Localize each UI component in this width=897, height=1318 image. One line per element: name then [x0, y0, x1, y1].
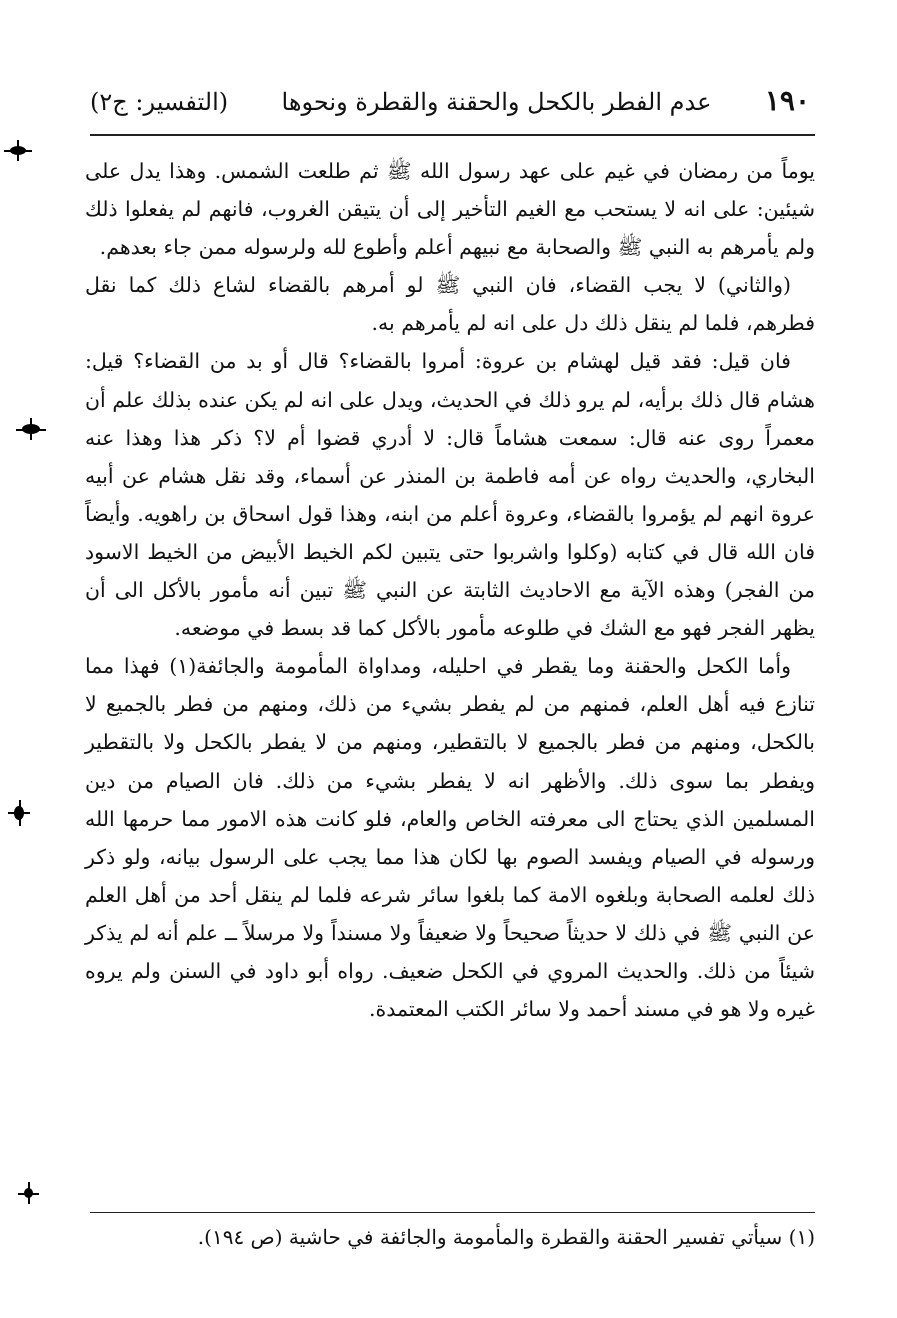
ink-smudge	[10, 146, 26, 155]
ink-smudge	[14, 806, 24, 820]
ink-smudge	[24, 1188, 33, 1198]
ink-smudge	[22, 424, 40, 434]
paragraph: (والثاني) لا يجب القضاء، فان النبي ﷺ لو أمرهم بالقضاء لشاع ذلك كما نقل فطرهم، فلما لم ينقل ذلك دل على انه لم يأمرهم به.	[85, 273, 815, 336]
footnote-rule	[90, 1212, 815, 1213]
paragraph: فان قيل: فقد قيل لهشام بن عروة: أمروا بالقضاء؟ قال أو بد من القضاء؟ قيل: هشام قال ذلك برأيه، لم يرو ذلك في الحديث، ويدل على انه لم يكن عنده بذلك علم أن معمراً روى عنه قال: سمعت هشاماً قال: لا أدري قضوا أم لا؟ ذكر هذا وهذا عنه البخاري، والحديث رواه عن أمه فاطمة بن المنذر عن أسماء، وقد نقل هشام عن أبيه عروة انهم لم يؤمروا بالقضاء، وعروة أعلم من ابنه، وهذا قول اسحاق بن راهويه. وأيضاً فان الله قال في كتابه (وكلوا واشربوا حتى يتبين لكم الخيط الأبيض من الخيط الاسود من الفجر) وهذه الآية مع الاحاديث الثابتة عن النبي ﷺ تبين أنه مأمور بالأكل الى أن يظهر الفجر فهو مع الشك في طلوعه مأمور بالأكل كما قد بسط في موضعه.	[85, 349, 815, 641]
running-title: عدم الفطر بالكحل والحقنة والقطرة ونحوها	[281, 88, 712, 116]
paragraph: يوماً من رمضان في غيم على عهد رسول الله ﷺ ثم طلعت الشمس. وهذا يدل على شيئين: على انه لا يستحب مع الغيم التأخير إلى أن يتيقن الغروب، فانهم لم يفعلوا ذلك ولم يأمرهم به النبي ﷺ والصحابة مع نبيهم أعلم وأطوع لله ولرسوله ممن جاء بعدهم.	[85, 159, 815, 260]
header-rule	[90, 134, 815, 136]
footnote: (١) سيأتي تفسير الحقنة والقطرة والمأمومة والجائفة في حاشية (ص ١٩٤).	[197, 1225, 815, 1249]
page-body	[85, 152, 815, 1028]
page-number: ١٩٠	[764, 84, 810, 117]
page-header	[90, 84, 810, 132]
paragraph: وأما الكحل والحقنة وما يقطر في احليله، ومداواة المأمومة والجائفة(١) فهذا مما تنازع فيه أهل العلم، فمنهم من لم يفطر بشيء من ذلك، ومنهم من فطر بالجميع لا بالكحل، ومنهم من فطر بالجميع لا بالتقطير، ومنهم من لا يفطر بالكحل ولا بالتقطير ويفطر بما سوى ذلك. والأظهر انه لا يفطر بشيء من ذلك. فان الصيام من دين المسلمين الذي يحتاج الى معرفته الخاص والعام، فلو كانت هذه الامور مما حرمها الله ورسوله في الصيام ويفسد الصوم بها لكان هذا مما يجب على الرسول بيانه، ولو ذكر ذلك لعلمه الصحابة وبلغوه الامة كما بلغوا سائر شرعه فلما لم ينقل أحد من أهل العلم عن النبي ﷺ في ذلك لا حديثاً صحيحاً ولا ضعيفاً ولا مسنداً ولا مرسلاً ــ علم أنه لم يذكر شيئاً من ذلك. والحديث المروي في الكحل ضعيف. رواه أبو داود في السنن ولم يروه غيره ولا هو في مسند أحمد ولا سائر الكتب المعتمدة.	[85, 654, 815, 1022]
section-reference: (التفسير: ج٢)	[90, 88, 229, 116]
